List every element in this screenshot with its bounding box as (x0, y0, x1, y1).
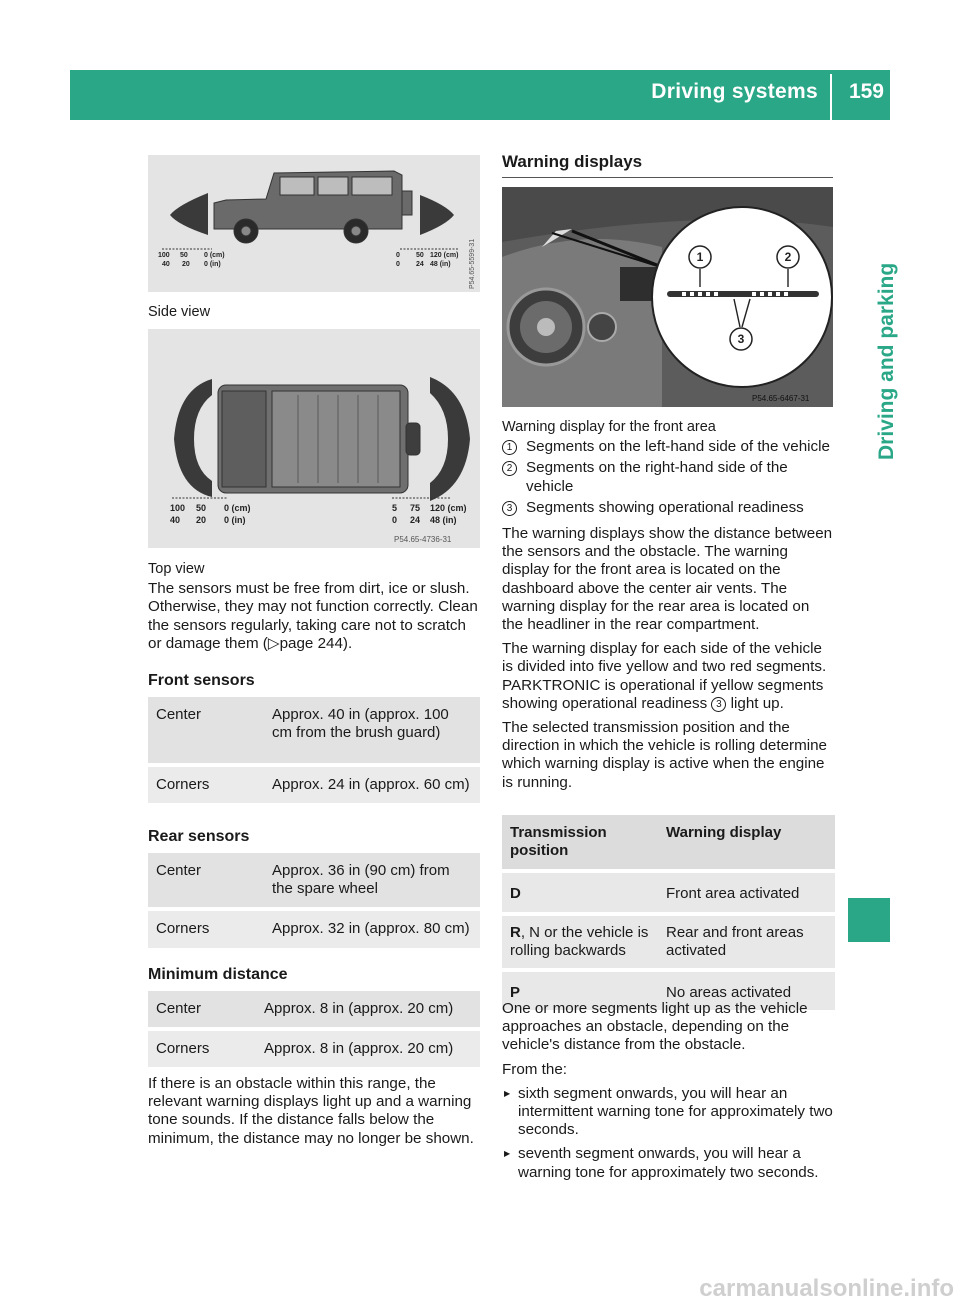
legend-item (502, 499, 834, 517)
table-header-row (502, 815, 835, 873)
table-cell-position (502, 916, 658, 972)
legend-text: Segments on the left-hand side of the vehicle (526, 438, 830, 456)
legend-text: Segments on the right-hand side of the vehicle (526, 459, 788, 495)
table-header: Warning display (658, 815, 835, 873)
figure-caption: Top view (148, 561, 205, 577)
vehicle-top-icon (218, 385, 420, 493)
paragraph-text: ). (342, 634, 353, 652)
callout-1-label: 1 (696, 250, 704, 264)
paragraph-text: The sensors must be free from dirt, ice or slush. Otherwise, they may not function correctly. Clean the sensors regularly, taking care not to scratch or damage them ( (148, 580, 478, 652)
legend-text: Segments showing operational readiness (526, 498, 804, 516)
paragraph-text: PARKTRONIC is operational if yellow segments showing operational readiness (502, 676, 824, 712)
table-cell-value: Approx. 24 in (approx. 60 cm) (264, 767, 480, 807)
paragraph: One or more segments light up as the vehicle approaches an obstacle, depending on the vehicle's distance from the obstacle. (502, 1000, 808, 1054)
table-cell-value: Approx. 8 in (approx. 20 cm) (264, 991, 480, 1031)
rear-sensors-table (148, 853, 480, 952)
page-number: 159 (848, 80, 884, 103)
minimum-distance-heading: Minimum distance (148, 966, 288, 983)
scale-cm-left-3: 0 (cm) (204, 252, 225, 259)
scale-in-right-1: 0 (396, 261, 400, 268)
right-text-block (502, 418, 834, 792)
scale-in-left-1: 40 (170, 515, 181, 525)
table-cell-label: Corners (148, 767, 264, 807)
segment-bar (667, 291, 819, 297)
scale-cm-right-1: 0 (396, 252, 400, 259)
table-cell-position (502, 873, 658, 915)
table-row (148, 991, 480, 1031)
table-row (148, 697, 480, 767)
legend-item (502, 438, 834, 456)
gear-description: , N or the vehicle is rolling backwards (510, 923, 649, 959)
front-sensors-table (148, 697, 480, 807)
figure-caption: Side view (148, 304, 211, 320)
side-tab-label: Driving and parking (875, 262, 898, 460)
table-cell-value: Approx. 40 in (approx. 100 cm from the brush guard) (264, 697, 480, 767)
table-cell-label: Corners (148, 911, 264, 951)
front-sensors-heading: Front sensors (148, 672, 255, 689)
table-row (148, 853, 480, 911)
top-view-figure (148, 329, 480, 548)
scale-cm-left-2: 50 (180, 252, 188, 259)
legend-item (502, 459, 834, 495)
figure-caption: Warning display for the front area (502, 419, 716, 435)
transmission-table (502, 815, 835, 1014)
table-cell-value: Approx. 32 in (approx. 80 cm) (264, 911, 480, 951)
figure-code: P54.65-6467-31 (752, 394, 810, 403)
paragraph-text: light up. (730, 694, 784, 712)
top-view-diagram (148, 329, 480, 548)
table-cell-label: Center (148, 853, 264, 911)
callout-2-label: 2 (784, 250, 792, 264)
table-row (148, 1031, 480, 1071)
minimum-distance-paragraph: If there is an obstacle within this range, the relevant warning displays light up and a warning tone sounds. If the distance falls below the minimum, the distance may no longer be shown. (148, 1075, 474, 1147)
warning-display-figure (502, 187, 833, 407)
scale-cm-right-3: 120 (cm) (430, 503, 467, 513)
rear-sensors-heading: Rear sensors (148, 828, 250, 845)
table-cell-label: Corners (148, 1031, 264, 1071)
scale-cm-right-1: 5 (392, 503, 398, 513)
figure-code: P54.65-5599-31 (469, 238, 476, 289)
paragraph: From the: (502, 1060, 567, 1078)
paragraph-text: The warning display for each side of the vehicle is divided into five yellow and two red segments. (502, 640, 827, 676)
gear-letter: D (510, 885, 521, 903)
table-row (148, 767, 480, 807)
page-ref-arrow-icon: ▷ (267, 634, 280, 652)
scale-cm-right-3: 120 (cm) (430, 252, 459, 259)
section-title: Driving systems (651, 80, 818, 103)
table-cell-label: Center (148, 697, 264, 767)
table-row (502, 916, 835, 972)
table-cell-value: Approx. 8 in (approx. 20 cm) (264, 1031, 480, 1071)
table-row (502, 873, 835, 915)
table-cell-display: No areas activated (658, 972, 835, 1014)
table-cell-display: Rear and front areas activated (658, 916, 835, 972)
scale-cm-left-1: 100 (170, 503, 186, 513)
list-item: ▶ sixth segment onwards, you will hear an intermittent warning tone for approximately two seconds. (502, 1085, 834, 1140)
page-reference-link[interactable]: page 244 (279, 634, 343, 652)
callout-3-label: 3 (737, 332, 745, 346)
table-header: Transmission position (502, 815, 658, 873)
list-item: ▶ seventh segment onwards, you will hear a warning tone for approximately two seconds. (502, 1145, 834, 1181)
scale-in-right-3: 48 (in) (430, 261, 451, 268)
table-row (148, 911, 480, 951)
right-bottom-text (502, 1000, 834, 1182)
paragraph (502, 640, 834, 713)
scale-in-left-1: 40 (162, 261, 170, 268)
table-cell-value: Approx. 36 in (90 cm) from the spare wheel (264, 853, 480, 911)
callout-1-icon: 1 (502, 440, 517, 455)
figure-code: P54.65-4736-31 (394, 535, 452, 544)
table-cell-display: Front area activated (658, 873, 835, 915)
sensor-care-paragraph (148, 580, 480, 653)
scale-in-right-2: 24 (416, 261, 424, 268)
gear-letter: P (510, 984, 521, 1002)
minimum-distance-table (148, 991, 480, 1071)
scale-cm-left-1: 100 (158, 252, 170, 259)
left-text-block (148, 560, 480, 653)
scale-in-left-2: 20 (182, 261, 190, 268)
paragraph: The warning displays show the distance between the sensors and the obstacle. The warning display for the front area is located on the dashboard above the center air vents. The warning display for the rear area is located on the headliner in the rear compartment. (502, 525, 833, 634)
side-view-diagram (148, 155, 480, 292)
dashboard-diagram (502, 187, 833, 407)
scale-in-left-3: 0 (in) (204, 261, 221, 268)
scale-in-right-2: 24 (410, 515, 421, 525)
side-view-figure (148, 155, 480, 292)
callout-2-icon: 2 (502, 461, 517, 476)
scale-in-left-3: 0 (in) (224, 515, 246, 525)
scale-cm-left-3: 0 (cm) (224, 503, 251, 513)
warning-displays-heading: Warning displays (502, 152, 643, 171)
gear-letter: R (510, 923, 521, 941)
heading-rule (502, 177, 833, 178)
table-cell-label: Center (148, 991, 264, 1031)
watermark: carmanualsonline.info (699, 1274, 954, 1302)
callout-3-icon: 3 (711, 697, 726, 712)
callout-3-icon: 3 (502, 501, 517, 516)
scale-in-right-3: 48 (in) (430, 515, 457, 525)
scale-cm-right-2: 75 (410, 503, 421, 513)
scale-cm-left-2: 50 (196, 503, 207, 513)
paragraph: The selected transmission position and the direction in which the vehicle is rolling determine which warning display is active when the engine is running. (502, 719, 828, 791)
side-tab-marker (848, 898, 890, 942)
scale-in-right-1: 0 (392, 515, 398, 525)
scale-in-left-2: 20 (196, 515, 207, 525)
scale-cm-right-2: 50 (416, 252, 424, 259)
header-divider (830, 74, 832, 120)
side-tab (838, 230, 898, 460)
page-header (70, 70, 890, 120)
